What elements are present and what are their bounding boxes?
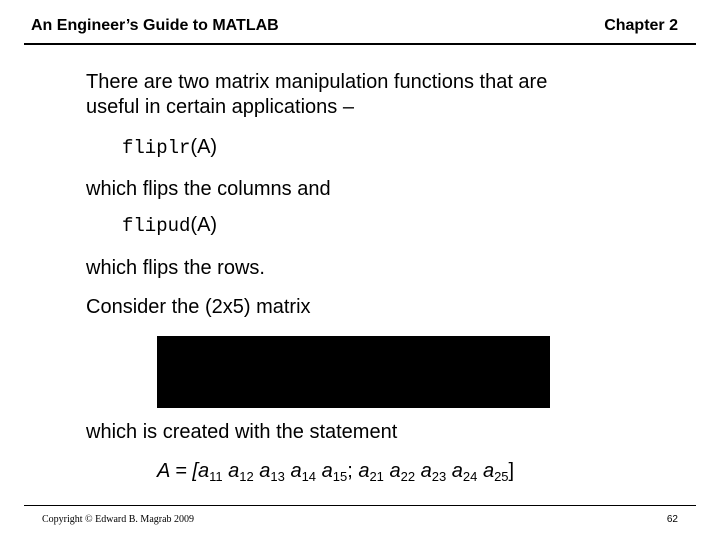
element-subscript: 24 [462,469,478,484]
matrix-element-term [358,460,384,482]
matrix-element-term [452,460,478,482]
statement-lhs: A = [ [157,460,198,482]
matrix-element-term [483,460,509,482]
element-base: a [290,460,302,482]
statement-row-1 [198,460,347,482]
flipud-argument: (A) [190,214,218,236]
flipud-code [122,214,217,237]
matrix-element-term [421,460,447,482]
matrix-element-term [322,460,348,482]
fliplr-argument: (A) [190,136,218,158]
fliplr-function-name: fliplr [122,137,191,159]
created-text: which is created with the statement [86,421,398,443]
element-subscript: 15 [332,469,348,484]
flipud-description: which flips the rows. [86,257,265,279]
element-base: a [451,460,463,482]
element-subscript: 21 [369,469,384,484]
matrix-element-term [198,460,223,482]
element-subscript: 23 [431,469,447,484]
flipud-function-name: flipud [122,215,191,237]
element-subscript: 25 [494,469,509,484]
consider-text: Consider the (2x5) matrix [86,296,311,318]
element-subscript: 12 [239,469,254,484]
matrix-element-term [228,460,254,482]
element-base: a [358,460,370,482]
header-title: An Engineer’s Guide to MATLAB [31,17,279,34]
element-subscript: 13 [270,469,285,484]
header-divider [24,43,696,45]
statement-separator: ; [347,460,353,482]
element-base: a [259,460,271,482]
matlab-statement [157,460,514,483]
element-base: a [420,460,432,482]
statement-close: ] [508,460,515,482]
matrix-element-term [259,460,285,482]
intro-line-2: useful in certain applications – [86,96,354,118]
footer-divider [24,505,696,506]
element-subscript: 11 [209,469,223,484]
element-base: a [197,460,210,482]
page-number: 62 [666,514,678,525]
intro-line-1: There are two matrix manipulation functions that are [86,71,548,93]
element-base: a [321,460,333,482]
header-chapter: Chapter 2 [604,17,678,34]
statement-row-2 [358,460,508,482]
matrix-image-placeholder [157,336,550,408]
matrix-element-term [290,460,316,482]
intro-paragraph [86,70,547,120]
fliplr-description: which flips the columns and [86,178,331,200]
matrix-element-term [389,460,415,482]
element-subscript: 22 [400,469,416,484]
element-subscript: 14 [301,469,317,484]
element-base: a [389,460,401,482]
footer-copyright: Copyright © Edward B. Magrab 2009 [42,514,195,525]
fliplr-code [122,136,217,159]
element-base: a [228,460,240,482]
element-base: a [482,460,495,482]
